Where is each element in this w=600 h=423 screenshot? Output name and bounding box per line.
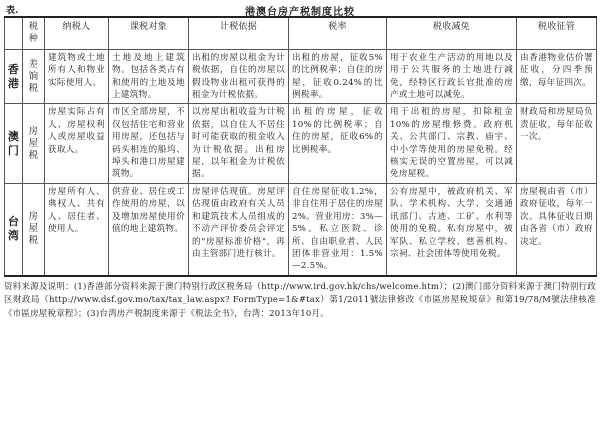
basis-cell: 出租的房屋以租金为计税依据，自住的房屋以假设物业出租可获得的租金为计税依据。 <box>189 49 289 104</box>
column-header-region <box>5 17 23 49</box>
table-header <box>4 2 596 16</box>
rate-cell: 自住房屋征收1.2%，非自住用于居住的房屋2%。营业用房：3%—5%。私立医院、诊所、自由职业者、人民团体非营业用：1.5%—2.5%。 <box>289 183 387 275</box>
region-cell: 台湾 <box>5 183 23 275</box>
admin-cell: 财政局和房屋局负责征收，每年征收一次。 <box>517 104 597 183</box>
region-cell: 香港 <box>5 49 23 104</box>
column-header-taxpayer: 纳税人 <box>45 17 109 49</box>
rate-cell: 出租的房屋，征收10%的比例税率；自住的房屋，征收6%的比例税率。 <box>289 104 387 183</box>
admin-cell: 由香港物业估价署征收，分四季预缴，每年征四次。 <box>517 49 597 104</box>
tax-name-cell: 房屋税 <box>23 104 45 183</box>
table-header-row <box>5 17 597 49</box>
column-header-admin: 税收征管 <box>517 17 597 49</box>
rate-cell: 出租的房屋，征收5%的比例税率；自住的房屋，征收0.24%的比例税率。 <box>289 49 387 104</box>
taxpayer-cell: 房屋所有人、典权人、共有人、居住者、使用人。 <box>45 183 109 275</box>
table-row-hongkong <box>5 49 597 104</box>
column-header-relief: 税收减免 <box>387 17 517 49</box>
basis-cell: 以房屋出租收益为计税依据，以自住人不居住时可能获取的租金收入为计税依据。出租房屋，以年租金为计税依据。 <box>189 104 289 183</box>
taxpayer-cell: 建筑物或土地所有人和物业实际使用人。 <box>45 49 109 104</box>
object-cell: 土地及地上建筑物。包括各类占有和使用的土地及地上建筑物。 <box>109 49 189 104</box>
table-row-macau <box>5 104 597 183</box>
taxpayer-cell: 房屋实际占有人、房屋权利人或房屋收益获取人。 <box>45 104 109 183</box>
column-header-tax: 税种 <box>23 17 45 49</box>
relief-cell: 用于出租的房屋，扣除租金10%的房屋维修费。政府机关、公共部门、宗教、庙宇、中小学等使用的房屋免税。经核实无误的空置房屋，可以减免房屋税。 <box>387 104 517 183</box>
basis-cell: 房屋评估现值。房屋评估现值由政府有关人员和建筑技术人员组成的不动产评价委员会评定的"房屋标准价格"，再由主管部门进行核计。 <box>189 183 289 275</box>
table-row-taiwan <box>5 183 597 275</box>
relief-cell: 公有房屋中，被政府机关、军队、学术机构、大学、交通通讯部门、古迹、工矿、水利等使用的免税。私有房屋中，被军队、私立学校、慈善机构、宗祠、社会团体等使用免税。 <box>387 183 517 275</box>
relief-cell: 用于农业生产活动的用地以及用于公共服务的土地进行减免，经特区行政长官批准的房产或土地可以减免。 <box>387 49 517 104</box>
column-header-rate: 税率 <box>289 17 387 49</box>
table-title: 港澳台房产税制度比较 <box>245 7 355 18</box>
tax-name-cell: 房屋税 <box>23 183 45 275</box>
object-cell: 市区全部房屋，不仅包括住宅和营业用房屋，还包括与码头相连的船坞、埠头和港口房屋建筑物。 <box>109 104 189 183</box>
table-prefix: 表. <box>6 6 19 16</box>
tax-name-cell: 差饷税 <box>23 49 45 104</box>
column-header-basis: 计税依据 <box>189 17 289 49</box>
comparison-table <box>4 16 597 277</box>
admin-cell: 房屋税由省（市）政府征收，每年一次。具体征收日期由各省（市）政府决定。 <box>517 183 597 275</box>
region-cell: 澳门 <box>5 104 23 183</box>
document <box>4 2 596 322</box>
column-header-object: 课税对象 <box>109 17 189 49</box>
source-notes: 资料来源及说明：(1)香港部分资料来源于澳门特别行政区税务局（http://www.ird.gov.hk/chs/welcome.htm）；(2)澳门部分资料来源于澳门特别行政区财政局（http://www.dsf.gov.mo/tax/tax_law.aspx? FormType=1&#tax）第1/2011號法律修改《市區房屋稅規章》和第19/78/M號法律核准《市區房屋稅章程》；(3)台湾房产税制度来源于《税法全书》，台湾：2013年10月。 <box>4 281 596 319</box>
object-cell: 供营业、居住或工作使用的房屋，以及增加房屋使用价值的地上建筑物。 <box>109 183 189 275</box>
